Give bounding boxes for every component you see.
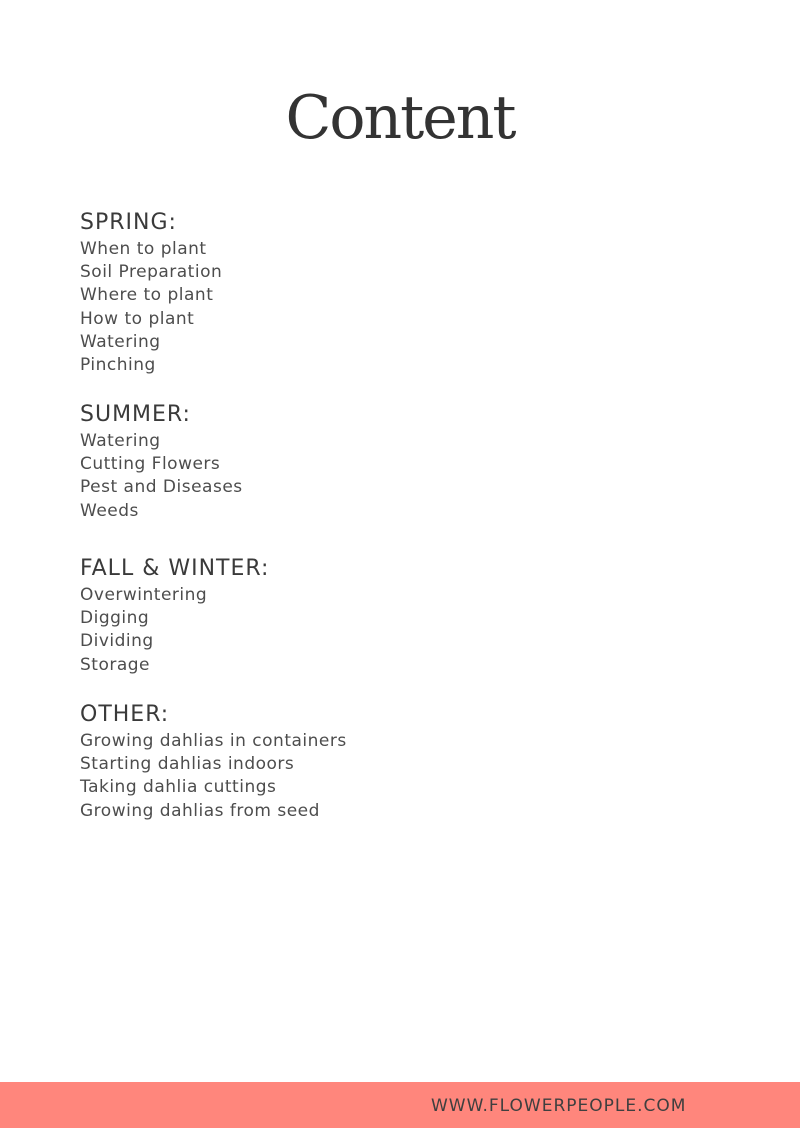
item-list bbox=[80, 238, 680, 377]
list-item: Growing dahlias from seed bbox=[80, 800, 320, 821]
section-other bbox=[80, 700, 680, 823]
list-item: Digging bbox=[80, 608, 150, 629]
section-fall-winter bbox=[80, 554, 680, 700]
section-heading: FALL & WINTER: bbox=[80, 556, 270, 581]
list-item: Dividing bbox=[80, 631, 154, 652]
footer-band bbox=[0, 1082, 800, 1128]
page-title: Content bbox=[285, 83, 515, 153]
list-item: Storage bbox=[80, 654, 151, 675]
list-item: How to plant bbox=[80, 308, 195, 329]
section-heading: SPRING: bbox=[80, 210, 177, 235]
list-item: Taking dahlia cuttings bbox=[80, 777, 277, 798]
table-of-contents bbox=[80, 208, 680, 823]
footer-url[interactable]: WWW.FLOWERPEOPLE.COM bbox=[431, 1096, 687, 1116]
list-item: Soil Preparation bbox=[80, 262, 223, 283]
section-spring bbox=[80, 208, 680, 400]
section-summer bbox=[80, 400, 680, 554]
section-heading: OTHER: bbox=[80, 702, 170, 727]
list-item: Starting dahlias indoors bbox=[80, 754, 295, 775]
list-item: Pest and Diseases bbox=[80, 477, 243, 498]
list-item: Where to plant bbox=[80, 285, 214, 306]
list-item: Cutting Flowers bbox=[80, 454, 221, 475]
item-list bbox=[80, 584, 680, 677]
list-item: Watering bbox=[80, 431, 161, 451]
item-list bbox=[80, 430, 680, 523]
list-item: Watering bbox=[80, 331, 161, 352]
list-item: When to plant bbox=[80, 239, 207, 259]
list-item: Overwintering bbox=[80, 585, 208, 605]
list-item: Growing dahlias in containers bbox=[80, 731, 347, 751]
list-item: Pinching bbox=[80, 355, 156, 376]
item-list bbox=[80, 730, 680, 823]
list-item: Weeds bbox=[80, 500, 139, 521]
section-heading: SUMMER: bbox=[80, 402, 191, 427]
